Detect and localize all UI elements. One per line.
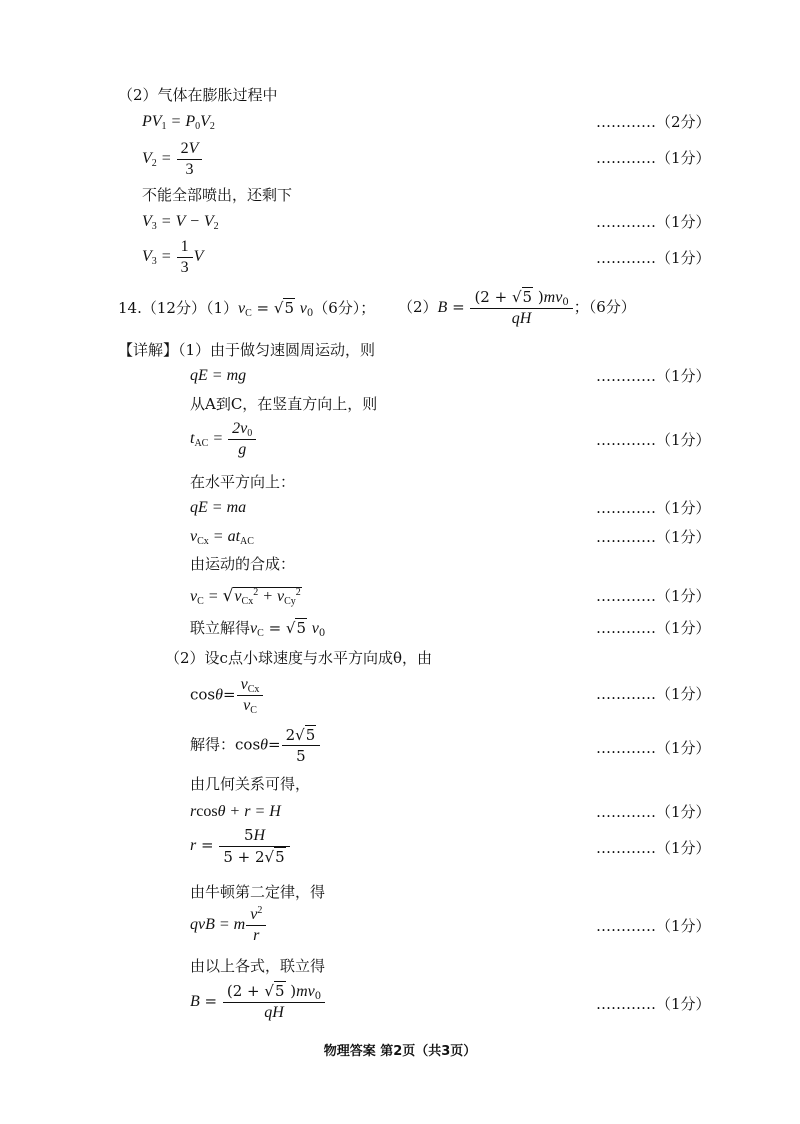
q14-answer-line: 14.（12分）$(1)v_C = √5$ $v_0(6$分）； [118,299,376,319]
part2b-heading: （2）设c点小球速度与水平方向成θ，由 [165,649,432,667]
solve-line: 联立解得$v_C = √5$ $v_0$ [190,619,326,639]
equation-tac: $t_{AC}$ = $\frac{2v_0}{g}$ [190,420,257,459]
equation-v3-result: $V_3$ = $\frac{1}{3}$ V [142,238,204,276]
text-solve: 联立解得 [190,619,251,637]
equation-rcos: rcosθ + r = H [190,803,281,820]
text-composition: 由运动的合成： [190,555,296,573]
part2-note: 不能全部喷出，还剩下 [142,186,293,204]
equation-qe-mg: qE = mg [190,367,247,384]
score: …………（1分） [596,995,711,1013]
text-geometry: 由几何关系可得， [190,775,311,793]
text-a-to-c: 从A到C，在竖直方向上，则 [190,395,378,413]
q14-answer2: （2）B = $\frac{(2 + √5 )mv_0}{qH}$ ；（6分） [398,288,636,327]
score: …………（1分） [596,213,711,231]
equation-vc-sqrt: $v_C = √v_{Cx}^2 + v_{Cy}^2$ [190,586,301,607]
score: …………（1分） [596,619,711,637]
equation-r: r = $\frac{5H}{5 + 2√5}$ [190,826,291,866]
text-horizontal: 在水平方向上： [190,473,296,491]
equation-vcx: $v_{Cx} = at_{AC}$ [190,528,254,547]
score: …………（1分） [596,739,711,757]
equation-v3: $V_3 = V - V_2$ [142,213,219,232]
q14-ans1-score: （6分）； [313,299,376,317]
q14-ans2-label: （2） [398,298,438,316]
score: …………（1分） [596,587,711,605]
text-solved-cos: 解得： [190,735,236,754]
score: …………（1分） [596,431,711,449]
score: …………（1分） [596,367,711,385]
score: …………（1分） [596,685,711,703]
score: …………（1分） [596,249,711,267]
equation-qe-ma: qE = ma [190,499,247,516]
equation-qvb: qvB = m $\frac{v^2}{r}$ [190,906,267,945]
score: …………（1分） [596,803,711,821]
score: …………（1分） [596,917,711,935]
part2-heading: （2）气体在膨胀过程中 [118,86,278,104]
equation-cos: cosθ= $\frac{v_{Cx}}{v_C}$ [190,676,264,715]
score: …………（1分） [596,149,711,167]
text-combine: 由以上各式，联立得 [190,957,326,975]
text-newton: 由牛顿第二定律，得 [190,883,326,901]
equation-b-final: B = $\frac{(2 + √5 )mv_0}{qH}$ [190,982,326,1022]
score: …………（1分） [596,839,711,857]
q14-ans2-score: ；（6分） [573,298,636,316]
detail-heading: 【详解】（1）由于做匀速圆周运动，则 [118,341,376,359]
page-footer: 物理答案 第2页（共3页） [323,1044,477,1059]
equation-cos-result: 解得：cosθ= $\frac{2√5}{5}$ [190,726,321,765]
score: …………（2分） [596,113,711,131]
score: …………（1分） [596,499,711,517]
equation-v2: $V_2$ = $\frac{2V}{3}$ [142,140,203,179]
equation-pv1: $PV_1 = P_0V_2$ [142,113,215,132]
score: …………（1分） [596,528,711,546]
q14-label: 14.（12分）（1） [118,299,238,317]
